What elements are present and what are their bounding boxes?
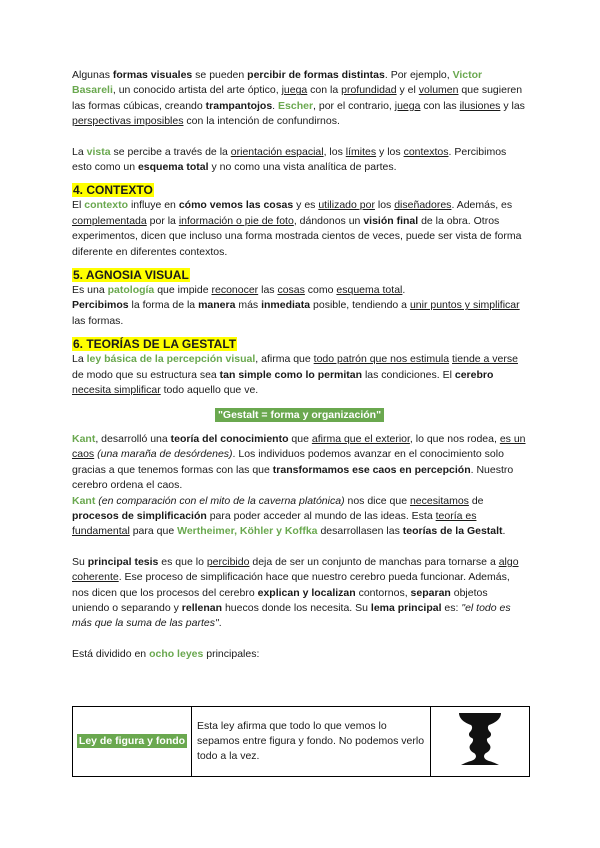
intro-paragraph-1: Algunas formas visuales se pueden percibir de formas distintas. Por ejemplo, Victor Basareli, un conocido artista del arte óptico, juega con la profundidad y el volumen que sugieren las formas cúbicas, creando trampantojos. Escher, por el contrario, juega con las ilusiones y las perspectivas imposibles con la intención de confundirnos.: [72, 69, 525, 128]
section-heading-agnosia: 5. AGNOSIA VISUAL: [73, 268, 189, 283]
rubin-vase-icon: [445, 711, 515, 767]
section-heading-contexto: 4. CONTEXTO: [73, 183, 153, 198]
gestalt-paragraph-kant-2: Kant (en comparación con el mito de la caverna platónica) nos dice que necesitamos de procesos de simplificación para poder acceder al mundo de las ideas. Esta teoría es fundamental para que Wertheimer, Köhler y Koffka desarrollasen las teorías de la Gestalt.: [72, 494, 506, 538]
gestalt-laws-intro: Está dividido en ocho leyes principales:: [72, 647, 260, 660]
gestalt-paragraph-thesis: Su principal tesis es que lo percibido deja de ser un conjunto de manchas para tornarse a algo coherente. Ese proceso de simplificación hace que nuestro cerebro pueda funcionar. Además, nos dicen que los procesos del cerebro explican y localizan contornos, separan objetos uniendo o separando y rellenan huecos donde los necesita. Su lema principal es: "el todo es más que la suma de las partes".: [72, 555, 519, 630]
contexto-paragraph: El contexto influye en cómo vemos las cosas y es utilizado por los diseñadores. Además, es complementada por la información o pie de foto, dándonos un visión final de la obra. Otros experimentos, dicen que incluso una forma mostrada cientos de veces, puede ser vista de forma diferente en diferentes contextos.: [72, 199, 522, 258]
intro-paragraph-2: La vista se percibe a través de la orientación espacial, los límites y los contextos. Percibimos esto como un esquema total y no como una vista analítica de partes.: [72, 145, 507, 174]
law-description-cell: Esta ley afirma que todo lo que vemos lo sepamos entre figura y fondo. No podemos verlo todo a la vez.: [192, 707, 431, 777]
agnosia-paragraph-2: Percibimos la forma de la manera más inmediata posible, tendiendo a unir puntos y simplificar las formas.: [72, 299, 520, 327]
section-heading-gestalt: 6. TEORÍAS DE LA GESTALT: [73, 337, 237, 352]
law-image-cell: [431, 707, 530, 777]
gestalt-paragraph-kant-1: Kant, desarrolló una teoría del conocimiento que afirma que el exterior, lo que nos rodea, es un caos (una maraña de desórdenes). Los individuos podemos avanzar en el conocimiento solo gracias a que tenemos formas con las que transformamos ese caos en percepción. Nuestro cerebro ordena el caos.: [72, 432, 526, 492]
agnosia-paragraph-1: Es una patología que impide reconocer las cosas como esquema total.: [72, 284, 406, 297]
gestalt-quote: "Gestalt = forma y organización": [72, 408, 527, 423]
gestalt-law-table: [72, 706, 530, 777]
table-row: [73, 707, 530, 777]
document-body: [72, 68, 527, 662]
gestalt-paragraph-1: La ley básica de la percepción visual, afirma que todo patrón que nos estimula tiende a verse de modo que su estructura sea tan simple como lo permitan las condiciones. El cerebro necesita simplificar todo aquello que ve.: [72, 353, 518, 397]
law-name-cell: Ley de figura y fondo: [73, 707, 192, 777]
